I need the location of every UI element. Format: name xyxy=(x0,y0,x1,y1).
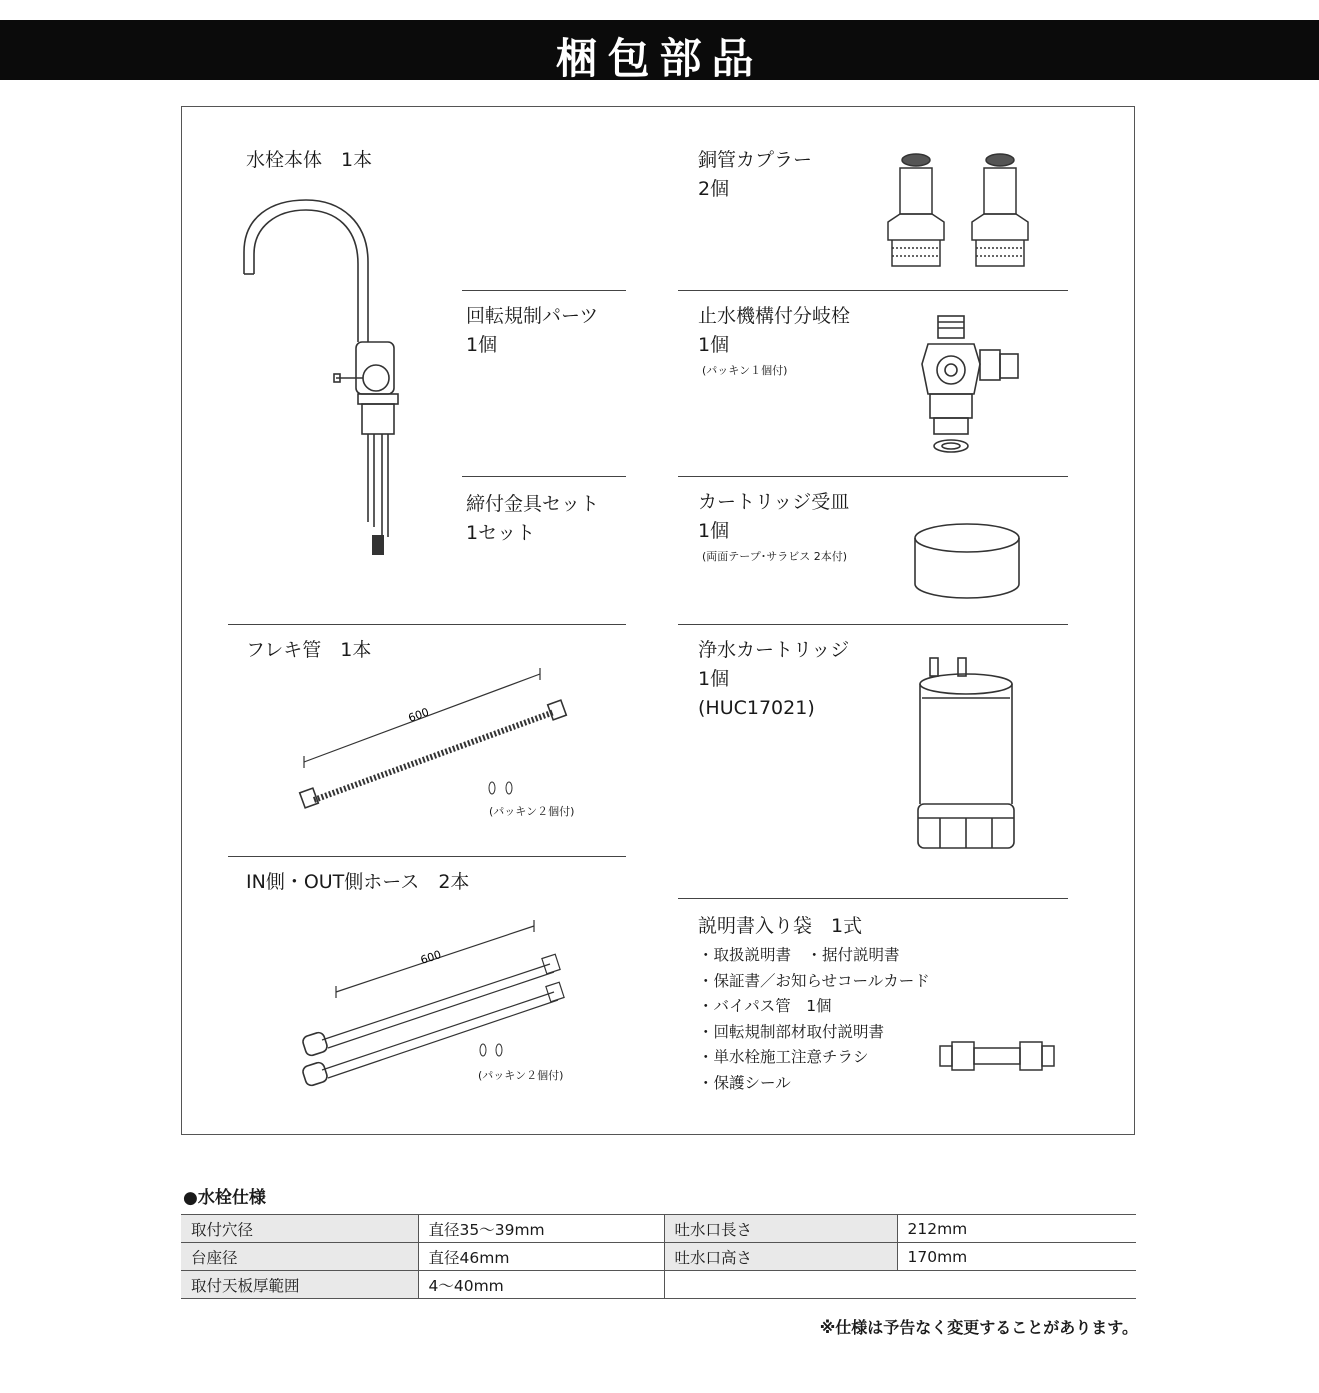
separator xyxy=(678,290,1068,291)
rotation-part-name: 回転規制パーツ xyxy=(466,305,599,327)
fastener-set-name: 締付金具セット xyxy=(466,493,600,515)
spec-value: 212mm xyxy=(897,1215,1136,1243)
list-item: ・取扱説明書 ・据付説明書 xyxy=(698,946,900,964)
branch-valve-note: (パッキン１個付) xyxy=(702,364,788,377)
spec-empty xyxy=(664,1271,897,1299)
coupler-name: 銅管カプラー xyxy=(698,149,813,171)
spec-value: 直径46mm xyxy=(418,1243,664,1271)
spec-key: 取付天板厚範囲 xyxy=(181,1271,418,1299)
flex-dimension: 600 xyxy=(406,705,431,725)
tray-note: (両面テープ･サラビス 2本付) xyxy=(702,550,848,563)
tray-illustration xyxy=(910,516,1026,606)
faucet-illustration xyxy=(236,192,406,564)
spec-footnote: ※仕様は予告なく変更することがあります。 xyxy=(819,1318,1138,1337)
page-title: 梱包部品 xyxy=(555,34,764,83)
list-item: ・保証書／お知らせコールカード xyxy=(698,971,930,990)
spec-value: 4〜40mm xyxy=(418,1271,664,1299)
list-item: ・回転規制部材取付説明書 xyxy=(698,1022,885,1041)
tray-qty: 1個 xyxy=(698,520,730,542)
separator xyxy=(462,290,626,291)
coupler-illustration xyxy=(878,148,1038,272)
list-item: ・単水栓施工注意チラシ xyxy=(698,1048,869,1066)
tray-name: カートリッジ受皿 xyxy=(698,491,850,513)
separator xyxy=(462,476,626,477)
table-row xyxy=(181,1215,1136,1243)
separator xyxy=(678,898,1068,899)
separator xyxy=(678,624,1068,625)
spec-title: ●水栓仕様 xyxy=(183,1188,266,1208)
hose-dimension: 600 xyxy=(418,948,443,967)
branch-valve-qty: 1個 xyxy=(698,334,730,356)
spec-value: 170mm xyxy=(897,1243,1136,1271)
list-item: ・バイパス管 1個 xyxy=(698,997,832,1015)
manual-bag-list xyxy=(698,943,930,1096)
coupler-qty: 2個 xyxy=(698,178,730,200)
spec-key: 吐水口長さ xyxy=(664,1215,897,1243)
rotation-part-qty: 1個 xyxy=(466,334,498,356)
table-row xyxy=(181,1271,1136,1299)
cartridge-name: 浄水カートリッジ xyxy=(698,639,850,661)
branch-valve-illustration xyxy=(916,308,1026,458)
cartridge-illustration xyxy=(910,654,1026,860)
spec-empty xyxy=(897,1271,1136,1299)
spec-key: 台座径 xyxy=(181,1243,418,1271)
spec-key: 吐水口高さ xyxy=(664,1243,897,1271)
hose-label: IN側・OUT側ホース 2本 xyxy=(246,871,470,893)
faucet-label: 水栓本体 1本 xyxy=(246,149,373,171)
separator xyxy=(228,856,626,857)
flex-packing-note: (パッキン２個付) xyxy=(489,805,575,818)
title-bar xyxy=(0,20,1319,83)
table-row xyxy=(181,1243,1136,1271)
cartridge-model: (HUC17021) xyxy=(698,697,815,719)
flex-pipe-label: フレキ管 1本 xyxy=(246,639,372,661)
separator xyxy=(678,476,1068,477)
separator xyxy=(228,624,626,625)
spec-value: 直径35〜39mm xyxy=(418,1215,664,1243)
fastener-set-qty: 1セット xyxy=(466,522,536,544)
flex-pipe-illustration xyxy=(292,664,592,814)
manual-bag-name: 説明書入り袋 1式 xyxy=(698,915,863,937)
bypass-pipe-illustration xyxy=(936,1036,1058,1076)
list-item: ・保護シール xyxy=(698,1073,791,1092)
cartridge-qty: 1個 xyxy=(698,668,730,690)
spec-key: 取付穴径 xyxy=(181,1215,418,1243)
spec-table xyxy=(181,1214,1136,1299)
branch-valve-name: 止水機構付分岐栓 xyxy=(698,305,851,327)
hose-packing-note: (パッキン２個付) xyxy=(478,1069,564,1082)
